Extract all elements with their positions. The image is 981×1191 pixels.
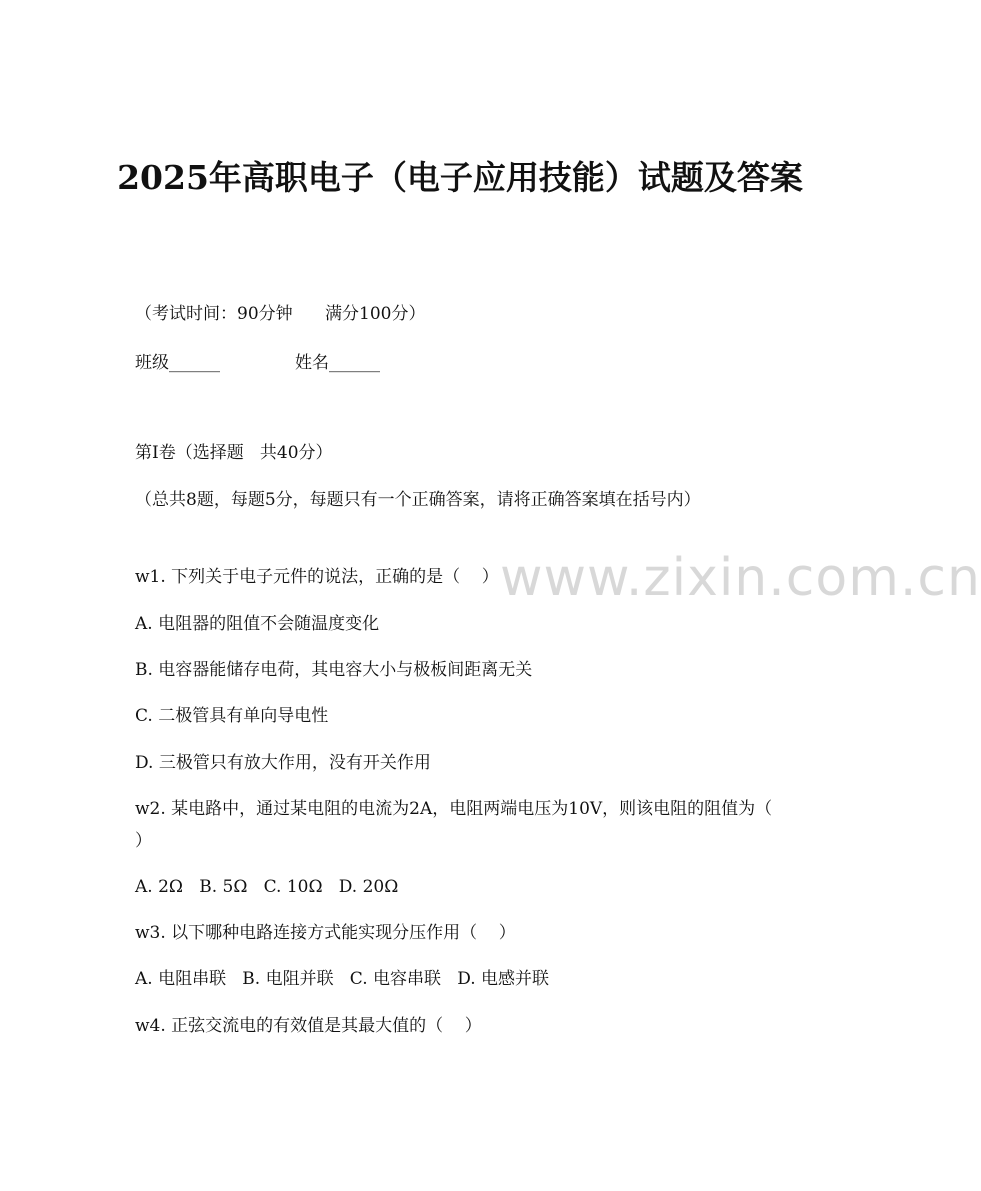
question-1-option-c: C. 二极管具有单向导电性 bbox=[135, 706, 329, 726]
watermark: www.zixin.com.cn bbox=[500, 548, 981, 608]
class-field-label: 班级______ bbox=[135, 353, 220, 373]
section-title: 第I卷（选择题 共40分） bbox=[135, 443, 333, 463]
document-title: 2025年高职电子（电子应用技能）试题及答案 bbox=[117, 158, 803, 197]
question-4-stem: w4. 正弦交流电的有效值是其最大值的（ ） bbox=[135, 1016, 482, 1036]
question-1-stem: w1. 下列关于电子元件的说法，正确的是（ ） bbox=[135, 567, 499, 587]
question-2-stem: w2. 某电路中，通过某电阻的电流为2A，电阻两端电压为10V，则该电阻的阻值为（ ） bbox=[135, 799, 773, 851]
question-1-option-d: D. 三极管只有放大作用，没有开关作用 bbox=[135, 753, 431, 773]
exam-info: （考试时间：90分钟 满分100分） bbox=[135, 304, 426, 324]
question-1-option-a: A. 电阻器的阻值不会随温度变化 bbox=[135, 614, 380, 634]
name-field-label: 姓名______ bbox=[295, 353, 380, 373]
question-2-options: A. 2Ω B. 5Ω C. 10Ω D. 20Ω bbox=[135, 877, 399, 897]
question-3-stem: w3. 以下哪种电路连接方式能实现分压作用（ ） bbox=[135, 923, 516, 943]
question-1-option-b: B. 电容器能储存电荷，其电容大小与极板间距离无关 bbox=[135, 660, 533, 680]
question-3-options: A. 电阻串联 B. 电阻并联 C. 电容串联 D. 电感并联 bbox=[135, 969, 550, 989]
section-note: （总共8题，每题5分，每题只有一个正确答案，请将正确答案填在括号内） bbox=[135, 490, 701, 510]
